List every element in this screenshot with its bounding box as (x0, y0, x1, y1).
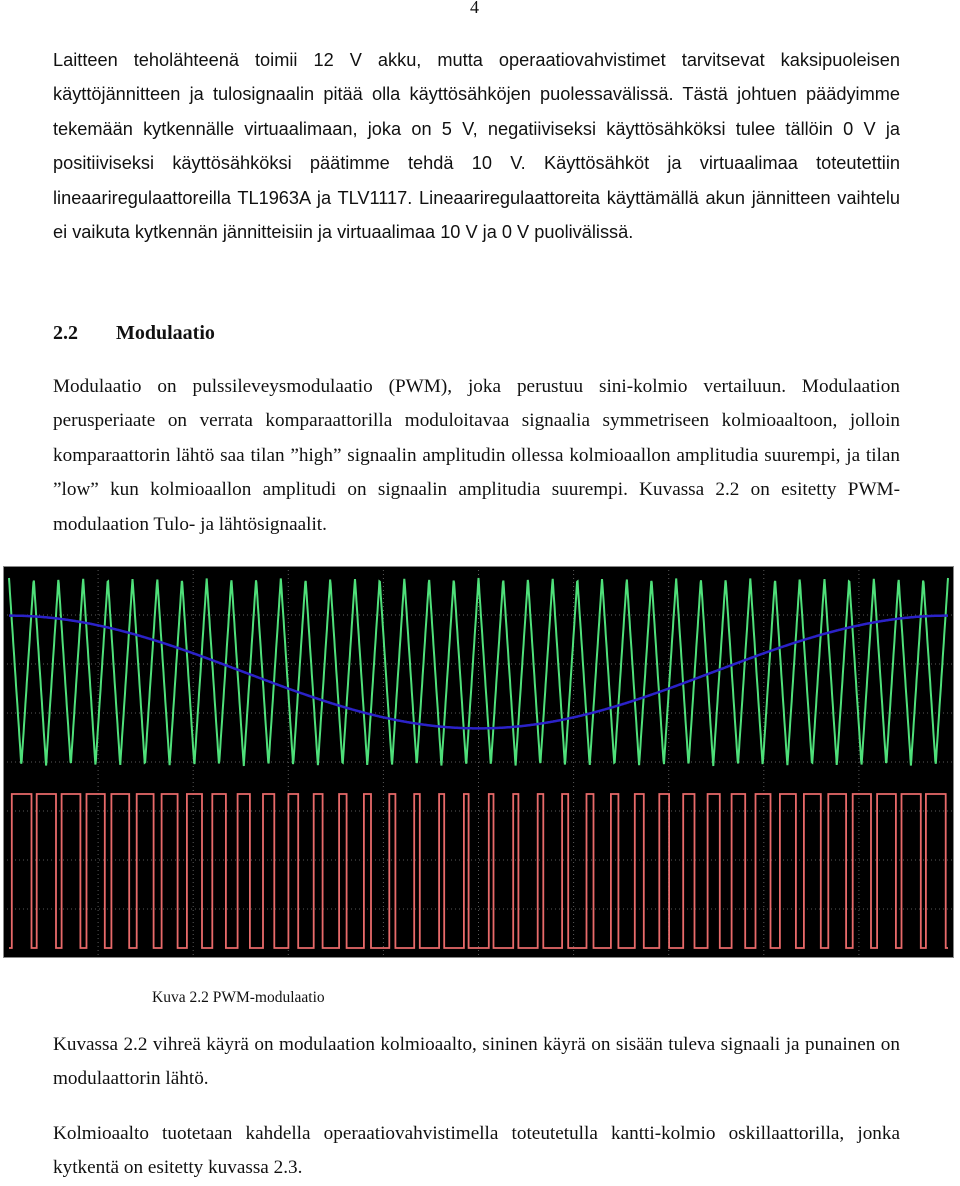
section-heading (53, 322, 215, 345)
paragraph-power-supply: Laitteen teholähteenä toimii 12 V akku, mutta operaatiovahvistimet tarvitsevat kaksipuoleisen käyttöjännitteen ja tulosignaalin pitää olla käyttösähköjen puolessavälissä. Tästä johtuen päädyimme tekemään kytkennälle virtuaalimaan, joka on 5 V, negatiiviseksi käyttösähköksi tulee tällöin 0 V ja positiiviseksi käyttösähköksi päätimme tehdä 10 V. Käyttösähköt ja virtuaalimaa toteutettiin lineaariregulaattoreilla TL1963A ja TLV1117. Lineaariregulaattoreita käyttämällä akun jännitteen vaihtelu ei vaikuta kytkennän jännitteisiin ja virtuaalimaa 10 V ja 0 V puolivälissä. (53, 50, 900, 243)
paragraph-modulation: Modulaatio on pulssileveysmodulaatio (PWM), joka perustuu sini-kolmio vertailuun. Modulaation perusperiaate on verrata komparaattorilla moduloitavaa signaalia symmetriseen kolmioaaltoon, jolloin komparaattorin lähtö saa tilan ”high” signaalin amplitudin ollessa kolmioaallon amplitudia suurempi, ja tilan ”low” kun kolmioaallon amplitudi on signaalin amplitudia suurempi. Kuvassa 2.2 on esitetty PWM-modulaation Tulo- ja lähtösignaalit. (53, 376, 900, 535)
figure-caption: Kuva 2.2 PWM-modulaatio (152, 989, 325, 1006)
pwm-oscilloscope-figure (3, 566, 954, 958)
paragraph-oscillator: Kolmioaalto tuotetaan kahdella operaatiovahvistimella toteutetulla kantti-kolmio oskillaattorilla, jonka kytkentä on esitetty kuvassa 2.3. (53, 1123, 900, 1179)
page-number: 4 (470, 0, 479, 17)
section-title: Modulaatio (116, 322, 215, 344)
section-number: 2.2 (53, 322, 78, 344)
paragraph-figure-description: Kuvassa 2.2 vihreä käyrä on modulaation kolmioaalto, sininen käyrä on sisään tuleva signaali ja punainen on modulaattorin lähtö. (53, 1034, 900, 1090)
